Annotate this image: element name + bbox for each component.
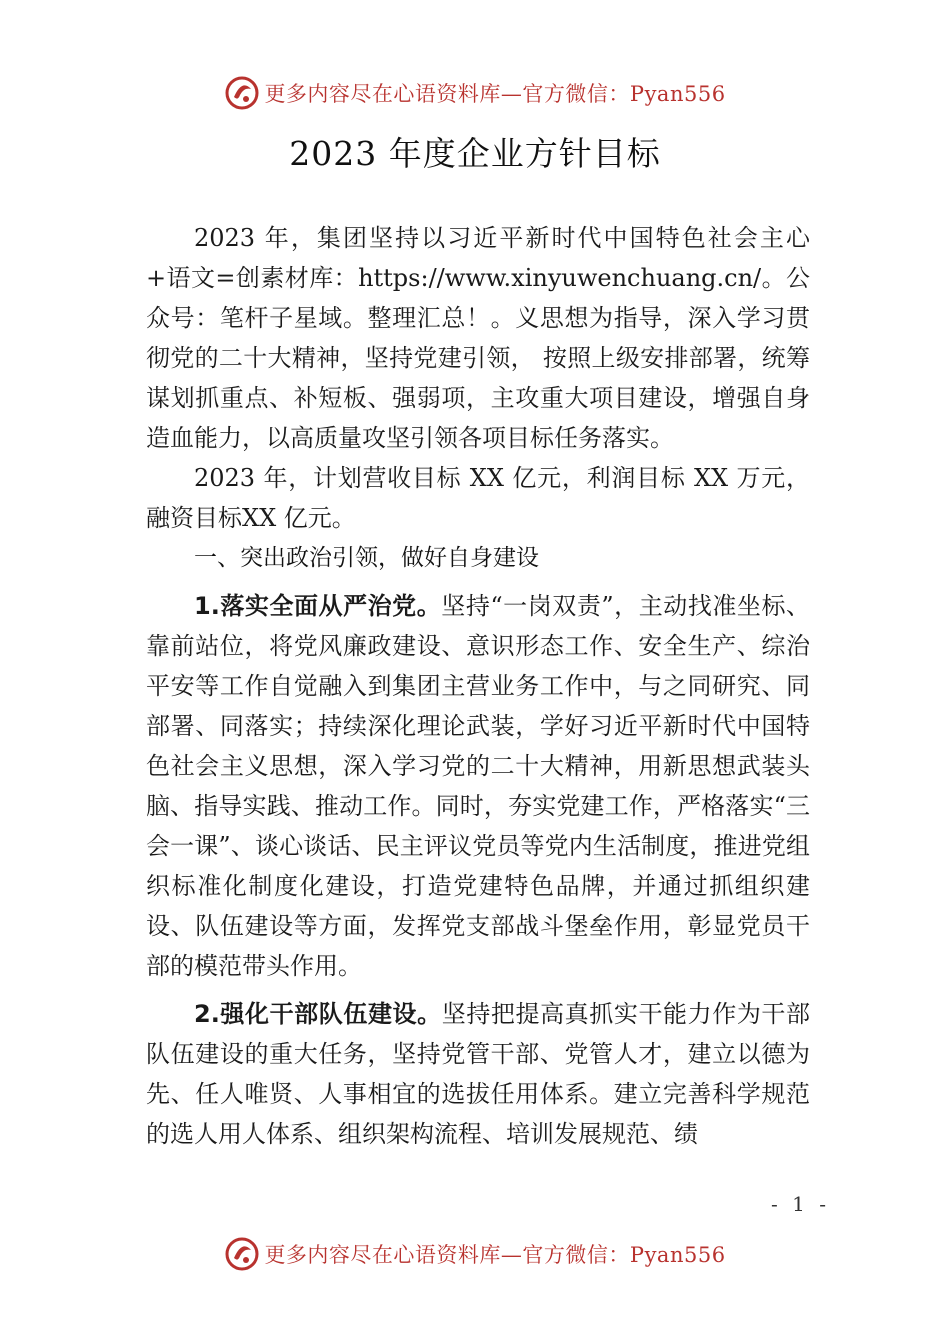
document-title: 2023 年度企业方针目标: [289, 134, 661, 173]
item-1-text: 坚持“一岗双责”，主动找准坐标、靠前站位，将党风廉政建设、意识形态工作、安全生产、综治平安等工作自觉融入到集团主营业务工作中，与之同研究、同部署、同落实；持续深化理论武装，学好习近平新时代中国特色社会主义思想，深入学习党的二十大精神，用新思想武装头脑、指导实践、推动工作。同时，夯实党建工作，严格落实“三会一课”、谈心谈话、民主评议党员等党内生活制度，推进党组织标准化制度化建设，打造党建特色品牌，并通过抓组织建设、队伍建设等方面，发挥党支部战斗堡垒作用，彰显党员干部的模范带头作用。: [146, 592, 810, 980]
logo-icon: [224, 75, 260, 111]
targets-paragraph: 2023 年，计划营收目标 XX 亿元，利润目标 XX 万元，融资目标XX 亿元。: [146, 464, 810, 532]
item-1-lead: 1.落实全面从严治党。: [194, 592, 442, 620]
logo-icon: [224, 1236, 260, 1272]
document-body: [146, 218, 810, 1154]
footer-banner: [0, 1234, 950, 1274]
intro-paragraph: 2023 年，集团坚持以习近平新时代中国特色社会主心+语文=创素材库：https://www.xinyuwenchuang.cn/。公众号：笔杆子星域。整理汇总！。义思想为指导，深入学习贯彻党的二十大精神，坚持党建引领， 按照上级安排部署，统筹谋划抓重点、补短板、强弱项，主攻重大项目建设，增强自身造血能力，以高质量攻坚引领各项目标任务落实。: [146, 224, 810, 452]
footer-banner-text: 更多内容尽在心语资料库—官方微信：Pyan556: [264, 1243, 726, 1267]
item-2-paragraph: [146, 994, 810, 1154]
section-heading: 一、突出政治引领，做好自身建设: [194, 545, 539, 571]
header-banner: [0, 73, 950, 113]
item-2-lead: 2.强化干部队伍建设。: [194, 1000, 442, 1028]
item-2-text: 坚持把提高真抓实干能力作为干部队伍建设的重大任务，坚持党管干部、党管人才，建立以德为先、任人唯贤、人事相宜的选拔任用体系。建立完善科学规范的选人用人体系、组织架构流程、培训发展规范、绩: [146, 1000, 811, 1148]
item-1-paragraph: [146, 586, 810, 986]
header-banner-text: 更多内容尽在心语资料库—官方微信：Pyan556: [264, 82, 726, 106]
page-number: - 1 -: [771, 1192, 830, 1216]
